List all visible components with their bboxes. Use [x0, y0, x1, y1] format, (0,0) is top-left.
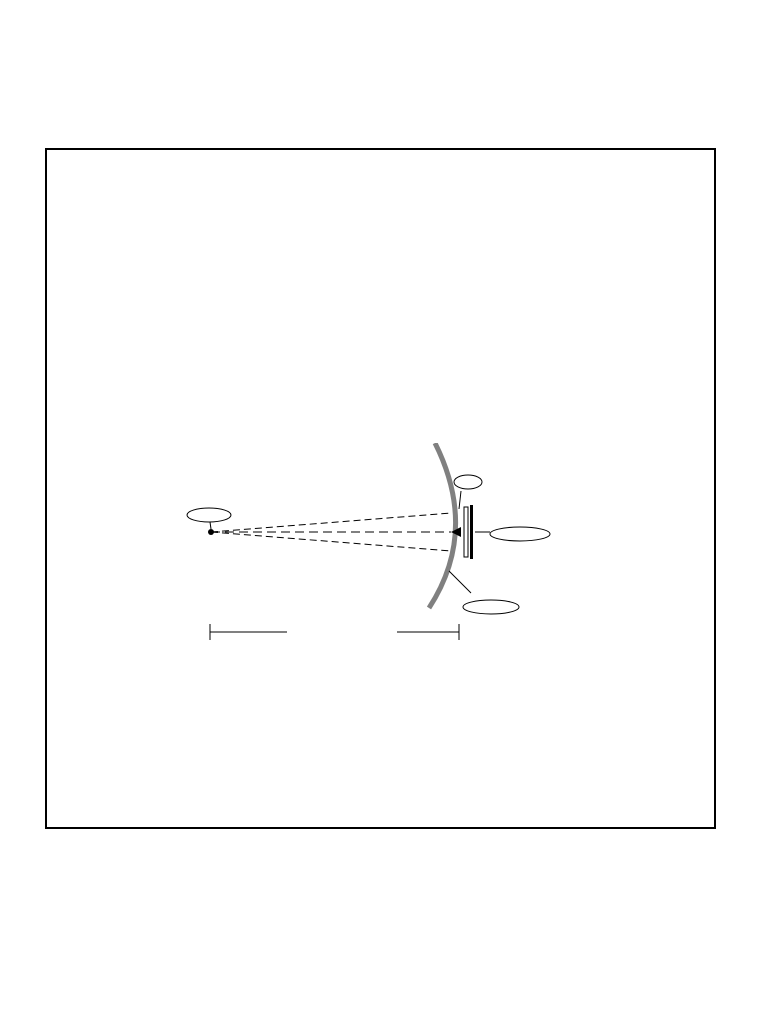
- lead-screen-plate: [470, 505, 473, 559]
- beam-line-lower: [211, 532, 451, 551]
- shell-plate-leader: [449, 571, 471, 593]
- shell-plate-label-oval: [463, 600, 519, 614]
- source-leader: [210, 522, 211, 529]
- film-leader: [459, 491, 461, 509]
- source-point: [208, 529, 214, 535]
- film-plate: [464, 507, 468, 557]
- source-label-oval: [187, 508, 231, 522]
- lead-screen-label-oval: [490, 527, 550, 541]
- exposure-diagram: [47, 443, 714, 653]
- film-label-oval: [454, 475, 482, 489]
- shell-plate-curve: [429, 443, 456, 608]
- beam-line-upper: [211, 513, 451, 532]
- technique-sheet: [45, 148, 716, 829]
